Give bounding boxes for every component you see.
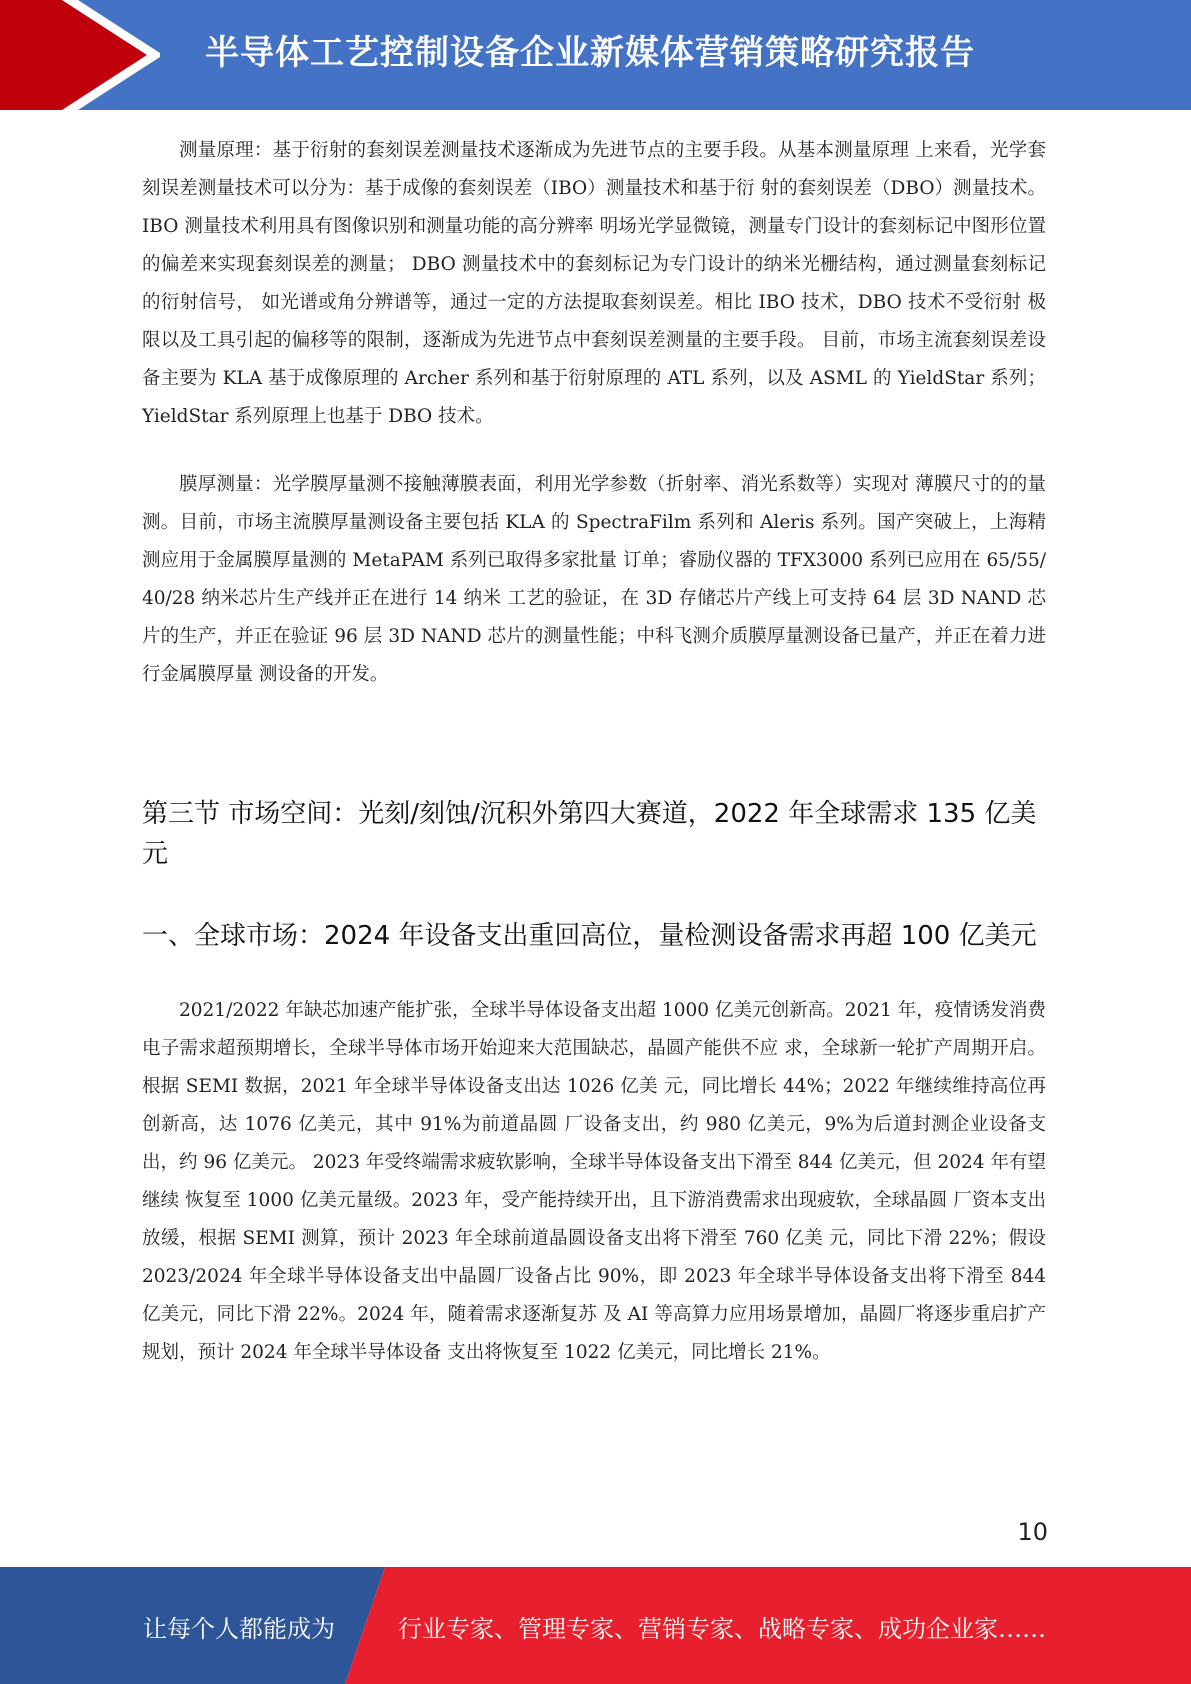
paragraph-film-thickness: 膜厚测量：光学膜厚量测不接触薄膜表面，利用光学参数（折射率、消光系数等）实现对 薄膜尺寸的的量测。目前，市场主流膜厚量测设备主要包括 KLA 的 SpectraFilm 系列和 Aleris 系列。国产突破上，上海精测应用于金属膜厚量测的 MetaPAM 系列已取得多家批量 订单；睿励仪器的 TFX3000 系列已应用在 65/55/40/28 纳米芯片生产线并正在进行 14 纳米 工艺的验证，在 3D 存储芯片产线上可支持 64 层 3D NAND 芯片的生产，并正在验证 96 层 3D NAND 芯片的测量性能；中科飞测介质膜厚量测设备已量产，并正在着力进行金属膜厚量 测设备的开发。 <box>142 474 1046 685</box>
main-content <box>142 132 1046 1372</box>
footer-slogan-left: 让每个人都能成为 <box>143 1615 335 1643</box>
sub-heading: 一、全球市场：2024 年设备支出重回高位，量检测设备需求再超 100 亿美元 <box>142 921 1037 951</box>
header-arrow-icon <box>0 0 160 110</box>
footer-band <box>0 1567 1191 1684</box>
footer-slogan-right: 行业专家、管理专家、营销专家、战略专家、成功企业家…… <box>398 1615 1046 1643</box>
paragraph-global-market: 2021/2022 年缺芯加速产能扩张，全球半导体设备支出超 1000 亿美元创新高。2021 年，疫情诱发消费电子需求超预期增长，全球半导体市场开始迎来大范围缺芯，晶圆产能供不应 求，全球新一轮扩产周期开启。根据 SEMI 数据，2021 年全球半导体设备支出达 1026 亿美 元，同比增长 44%；2022 年继续维持高位再创新高，达 1076 亿美元，其中 91%为前道晶圆 厂设备支出，约 980 亿美元，9%为后道封测企业设备支出，约 96 亿美元。 2023 年受终端需求疲软影响，全球半导体设备支出下滑至 844 亿美元，但 2024 年有望继续 恢复至 1000 亿美元量级。2023 年，受产能持续开出，且下游消费需求出现疲软，全球晶圆 厂资本支出放缓，根据 SEMI 测算，预计 2023 年全球前道晶圆设备支出将下滑至 760 亿美 元，同比下滑 22%；假设 2023/2024 年全球半导体设备支出中晶圆厂设备占比 90%，即 2023 年全球半导体设备支出将下滑至 844 亿美元，同比下滑 22%。2024 年，随着需求逐渐复苏 及 AI 等高算力应用场景增加，晶圆厂将逐步重启扩产规划，预计 2024 年全球半导体设备 支出将恢复至 1022 亿美元，同比增长 21%。 <box>142 1000 1046 1363</box>
report-title: 半导体工艺控制设备企业新媒体营销策略研究报告 <box>205 33 975 73</box>
header-band <box>0 0 1191 110</box>
page-number: 10 <box>1017 1518 1048 1546</box>
section-heading: 第三节 市场空间：光刻/刻蚀/沉积外第四大赛道，2022 年全球需求 135 亿美元 <box>142 799 1037 869</box>
paragraph-overlay-measurement: 测量原理：基于衍射的套刻误差测量技术逐渐成为先进节点的主要手段。从基本测量原理 上来看，光学套刻误差测量技术可以分为：基于成像的套刻误差（IBO）测量技术和基于衍 射的套刻误差（DBO）测量技术。IBO 测量技术利用具有图像识别和测量功能的高分辨率 明场光学显微镜，测量专门设计的套刻标记中图形位置的偏差来实现套刻误差的测量； DBO 测量技术中的套刻标记为专门设计的纳米光栅结构，通过测量套刻标记的衍射信号， 如光谱或角分辨谱等，通过一定的方法提取套刻误差。相比 IBO 技术，DBO 技术不受衍射 极限以及工具引起的偏移等的限制，逐渐成为先进节点中套刻误差测量的主要手段。 目前，市场主流套刻误差设备主要为 KLA 基于成像原理的 Archer 系列和基于衍射原理的 ATL 系列，以及 ASML 的 YieldStar 系列；YieldStar 系列原理上也基于 DBO 技术。 <box>142 140 1046 427</box>
